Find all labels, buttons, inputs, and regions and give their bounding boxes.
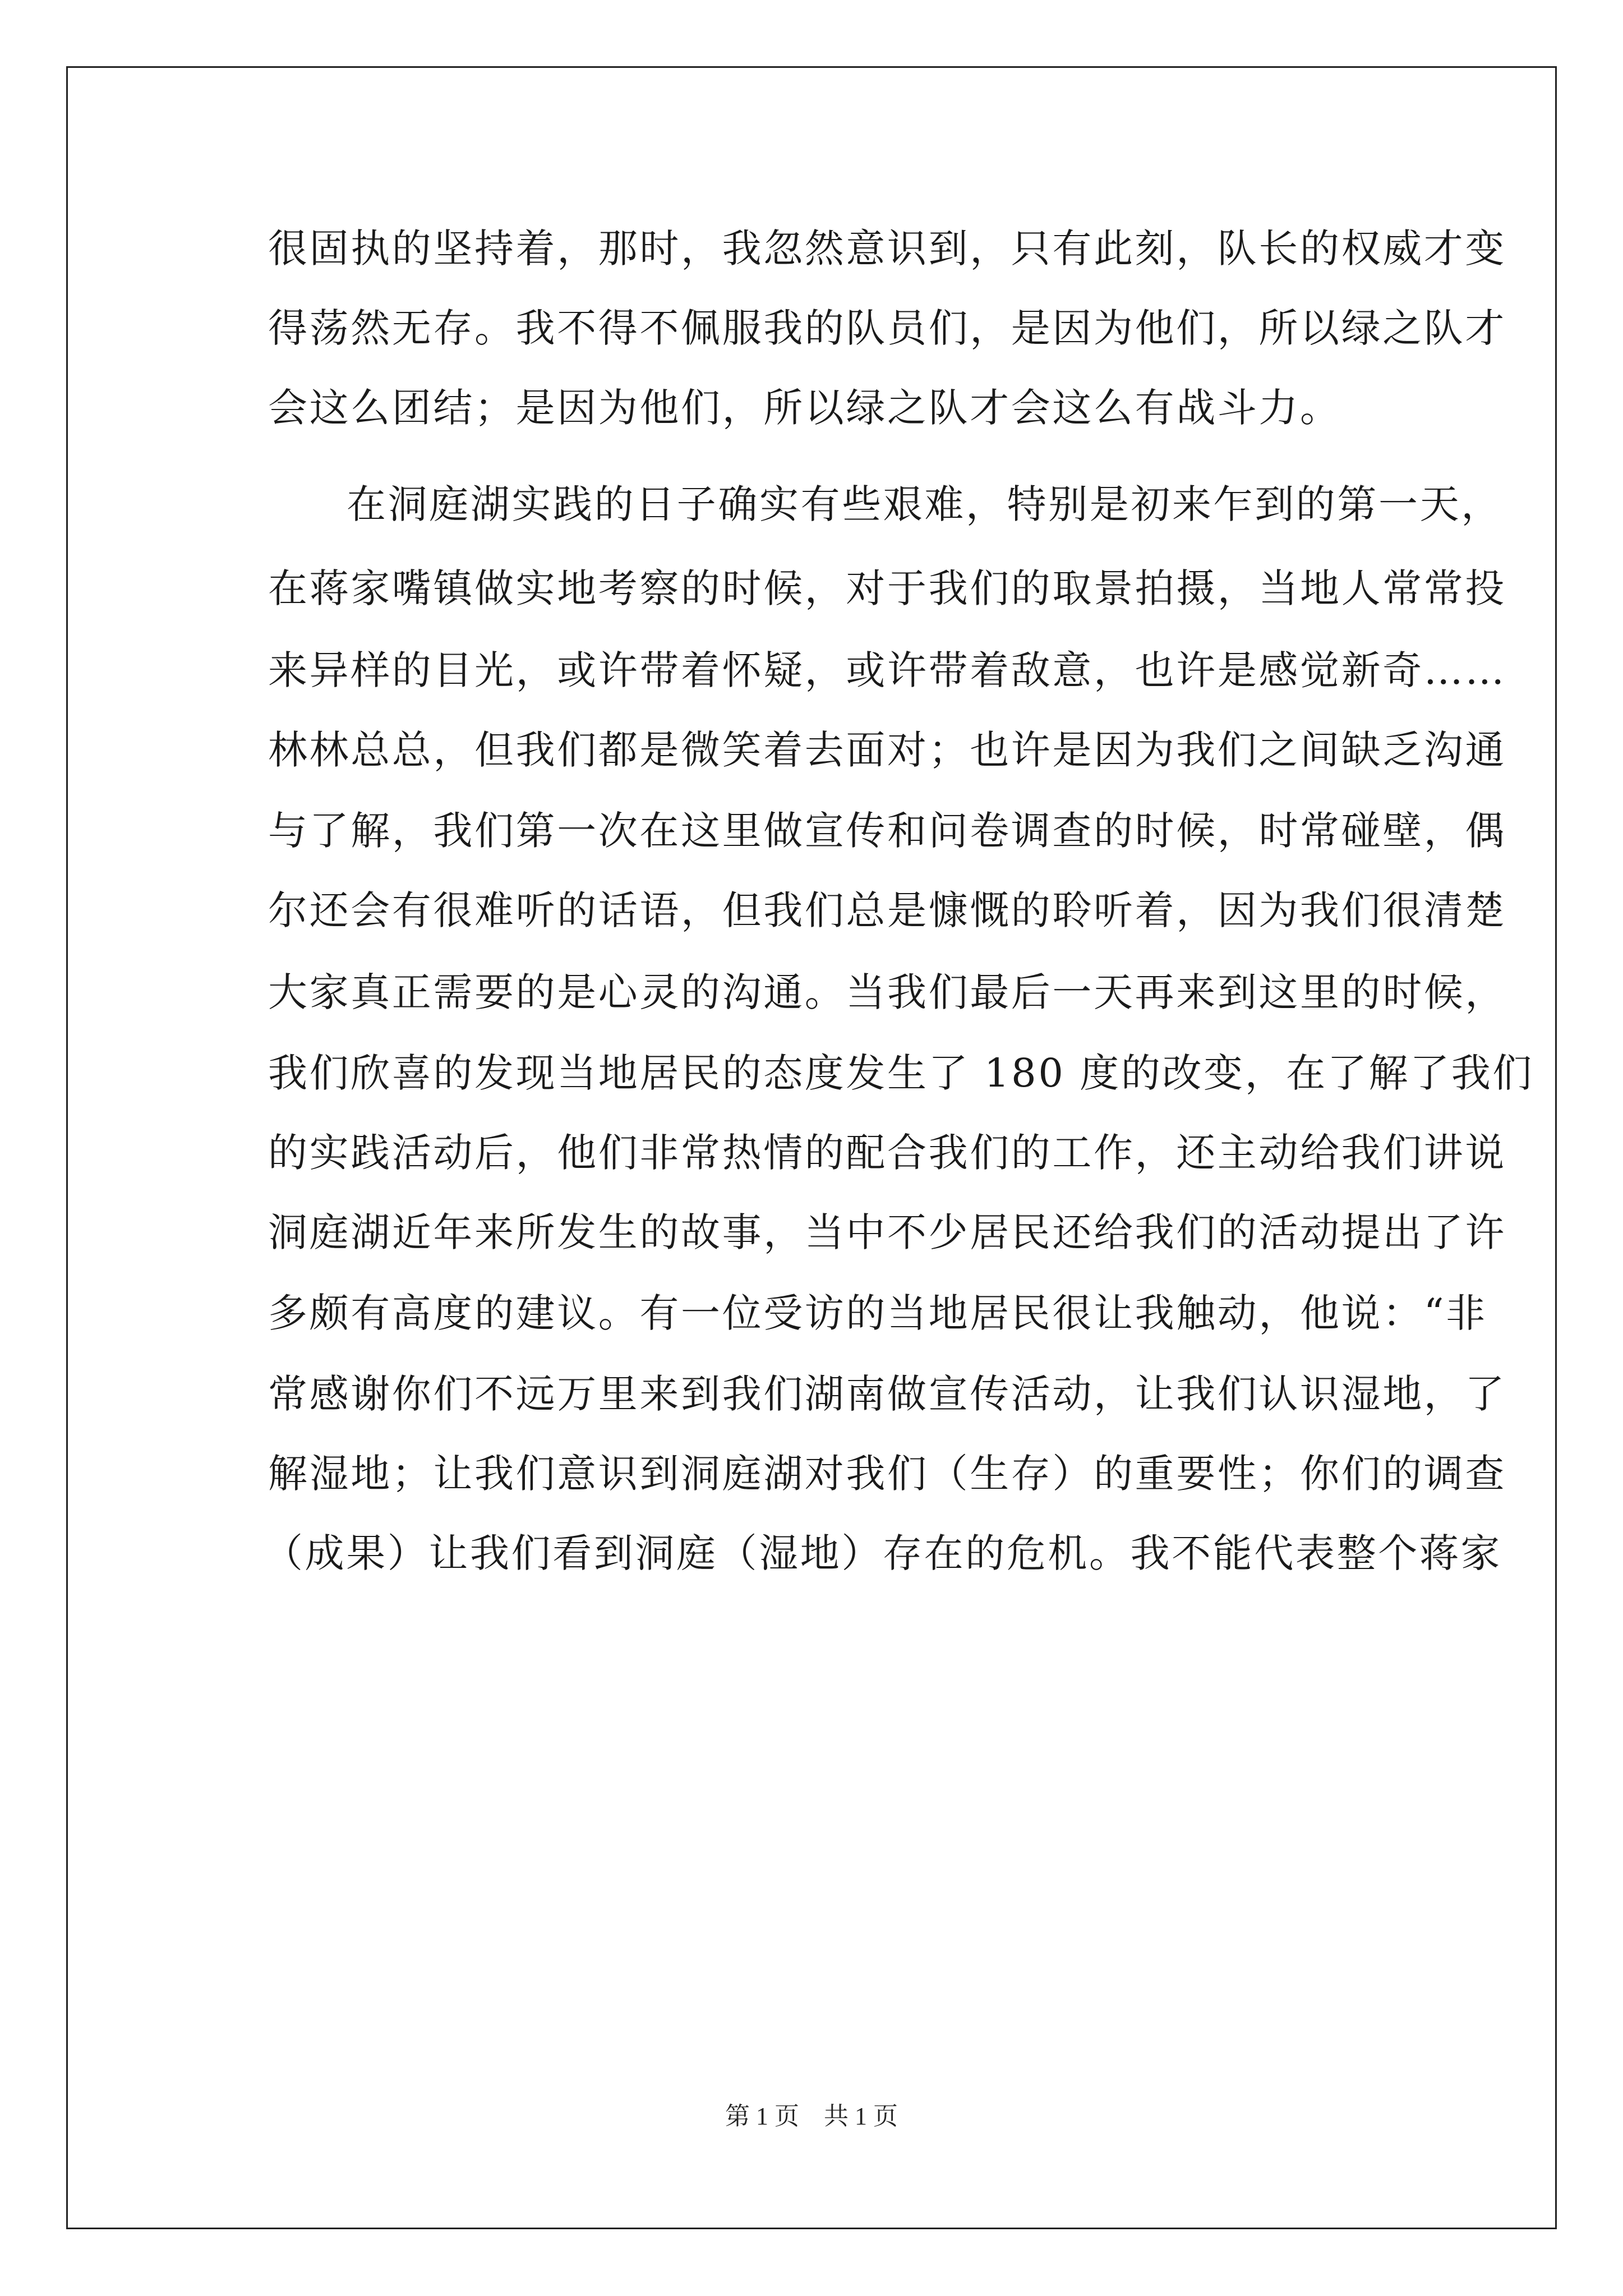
text-line: 在蒋家嘴镇做实地考察的时候，对于我们的取景拍摄，当地人常常投 bbox=[268, 565, 1506, 611]
text-line: 多颇有高度的建议。有一位受访的当地居民很让我触动，他说：“非 bbox=[268, 1290, 1487, 1336]
text-line: 尔还会有很难听的话语，但我们总是慷慨的聆听着，因为我们很清楚 bbox=[268, 887, 1506, 933]
text-line: 常感谢你们不远万里来到我们湖南做宣传活动，让我们认识湿地，了 bbox=[268, 1371, 1506, 1417]
text-line: 得荡然无存。我不得不佩服我的队员们，是因为他们，所以绿之队才 bbox=[268, 305, 1506, 351]
page-total: 共 1 页 bbox=[824, 2102, 898, 2130]
paragraph-first-line: 在洞庭湖实践的日子确实有些艰难，特别是初来乍到的第一天， bbox=[347, 481, 1502, 527]
text-line: 会这么团结；是因为他们，所以绿之队才会这么有战斗力。 bbox=[268, 385, 1341, 431]
text-line: 来异样的目光，或许带着怀疑，或许带着敌意，也许是感觉新奇…… bbox=[268, 647, 1506, 693]
text-line: 洞庭湖近年来所发生的故事，当中不少居民还给我们的活动提出了许 bbox=[268, 1209, 1506, 1255]
text-line: 很固执的坚持着，那时，我忽然意识到，只有此刻，队长的权威才变 bbox=[268, 226, 1506, 272]
text-line: 我们欣喜的发现当地居民的态度发生了 180 度的改变，在了解了我们 bbox=[268, 1050, 1534, 1096]
text-line: 大家真正需要的是心灵的沟通。当我们最后一天再来到这里的时候， bbox=[268, 969, 1506, 1015]
text-line: 林林总总，但我们都是微笑着去面对；也许是因为我们之间缺乏沟通 bbox=[268, 727, 1506, 773]
page-footer bbox=[0, 2101, 1623, 2132]
text-line: 与了解，我们第一次在这里做宣传和问卷调查的时候，时常碰壁，偶 bbox=[268, 808, 1506, 854]
text-line: 的实践活动后，他们非常热情的配合我们的工作，还主动给我们讲说 bbox=[268, 1130, 1506, 1176]
text-line: （成果）让我们看到洞庭（湿地）存在的危机。我不能代表整个蒋家 bbox=[264, 1530, 1502, 1576]
text-line: 解湿地；让我们意识到洞庭湖对我们（生存）的重要性；你们的调查 bbox=[268, 1451, 1506, 1497]
page-number: 第 1 页 bbox=[725, 2102, 799, 2130]
